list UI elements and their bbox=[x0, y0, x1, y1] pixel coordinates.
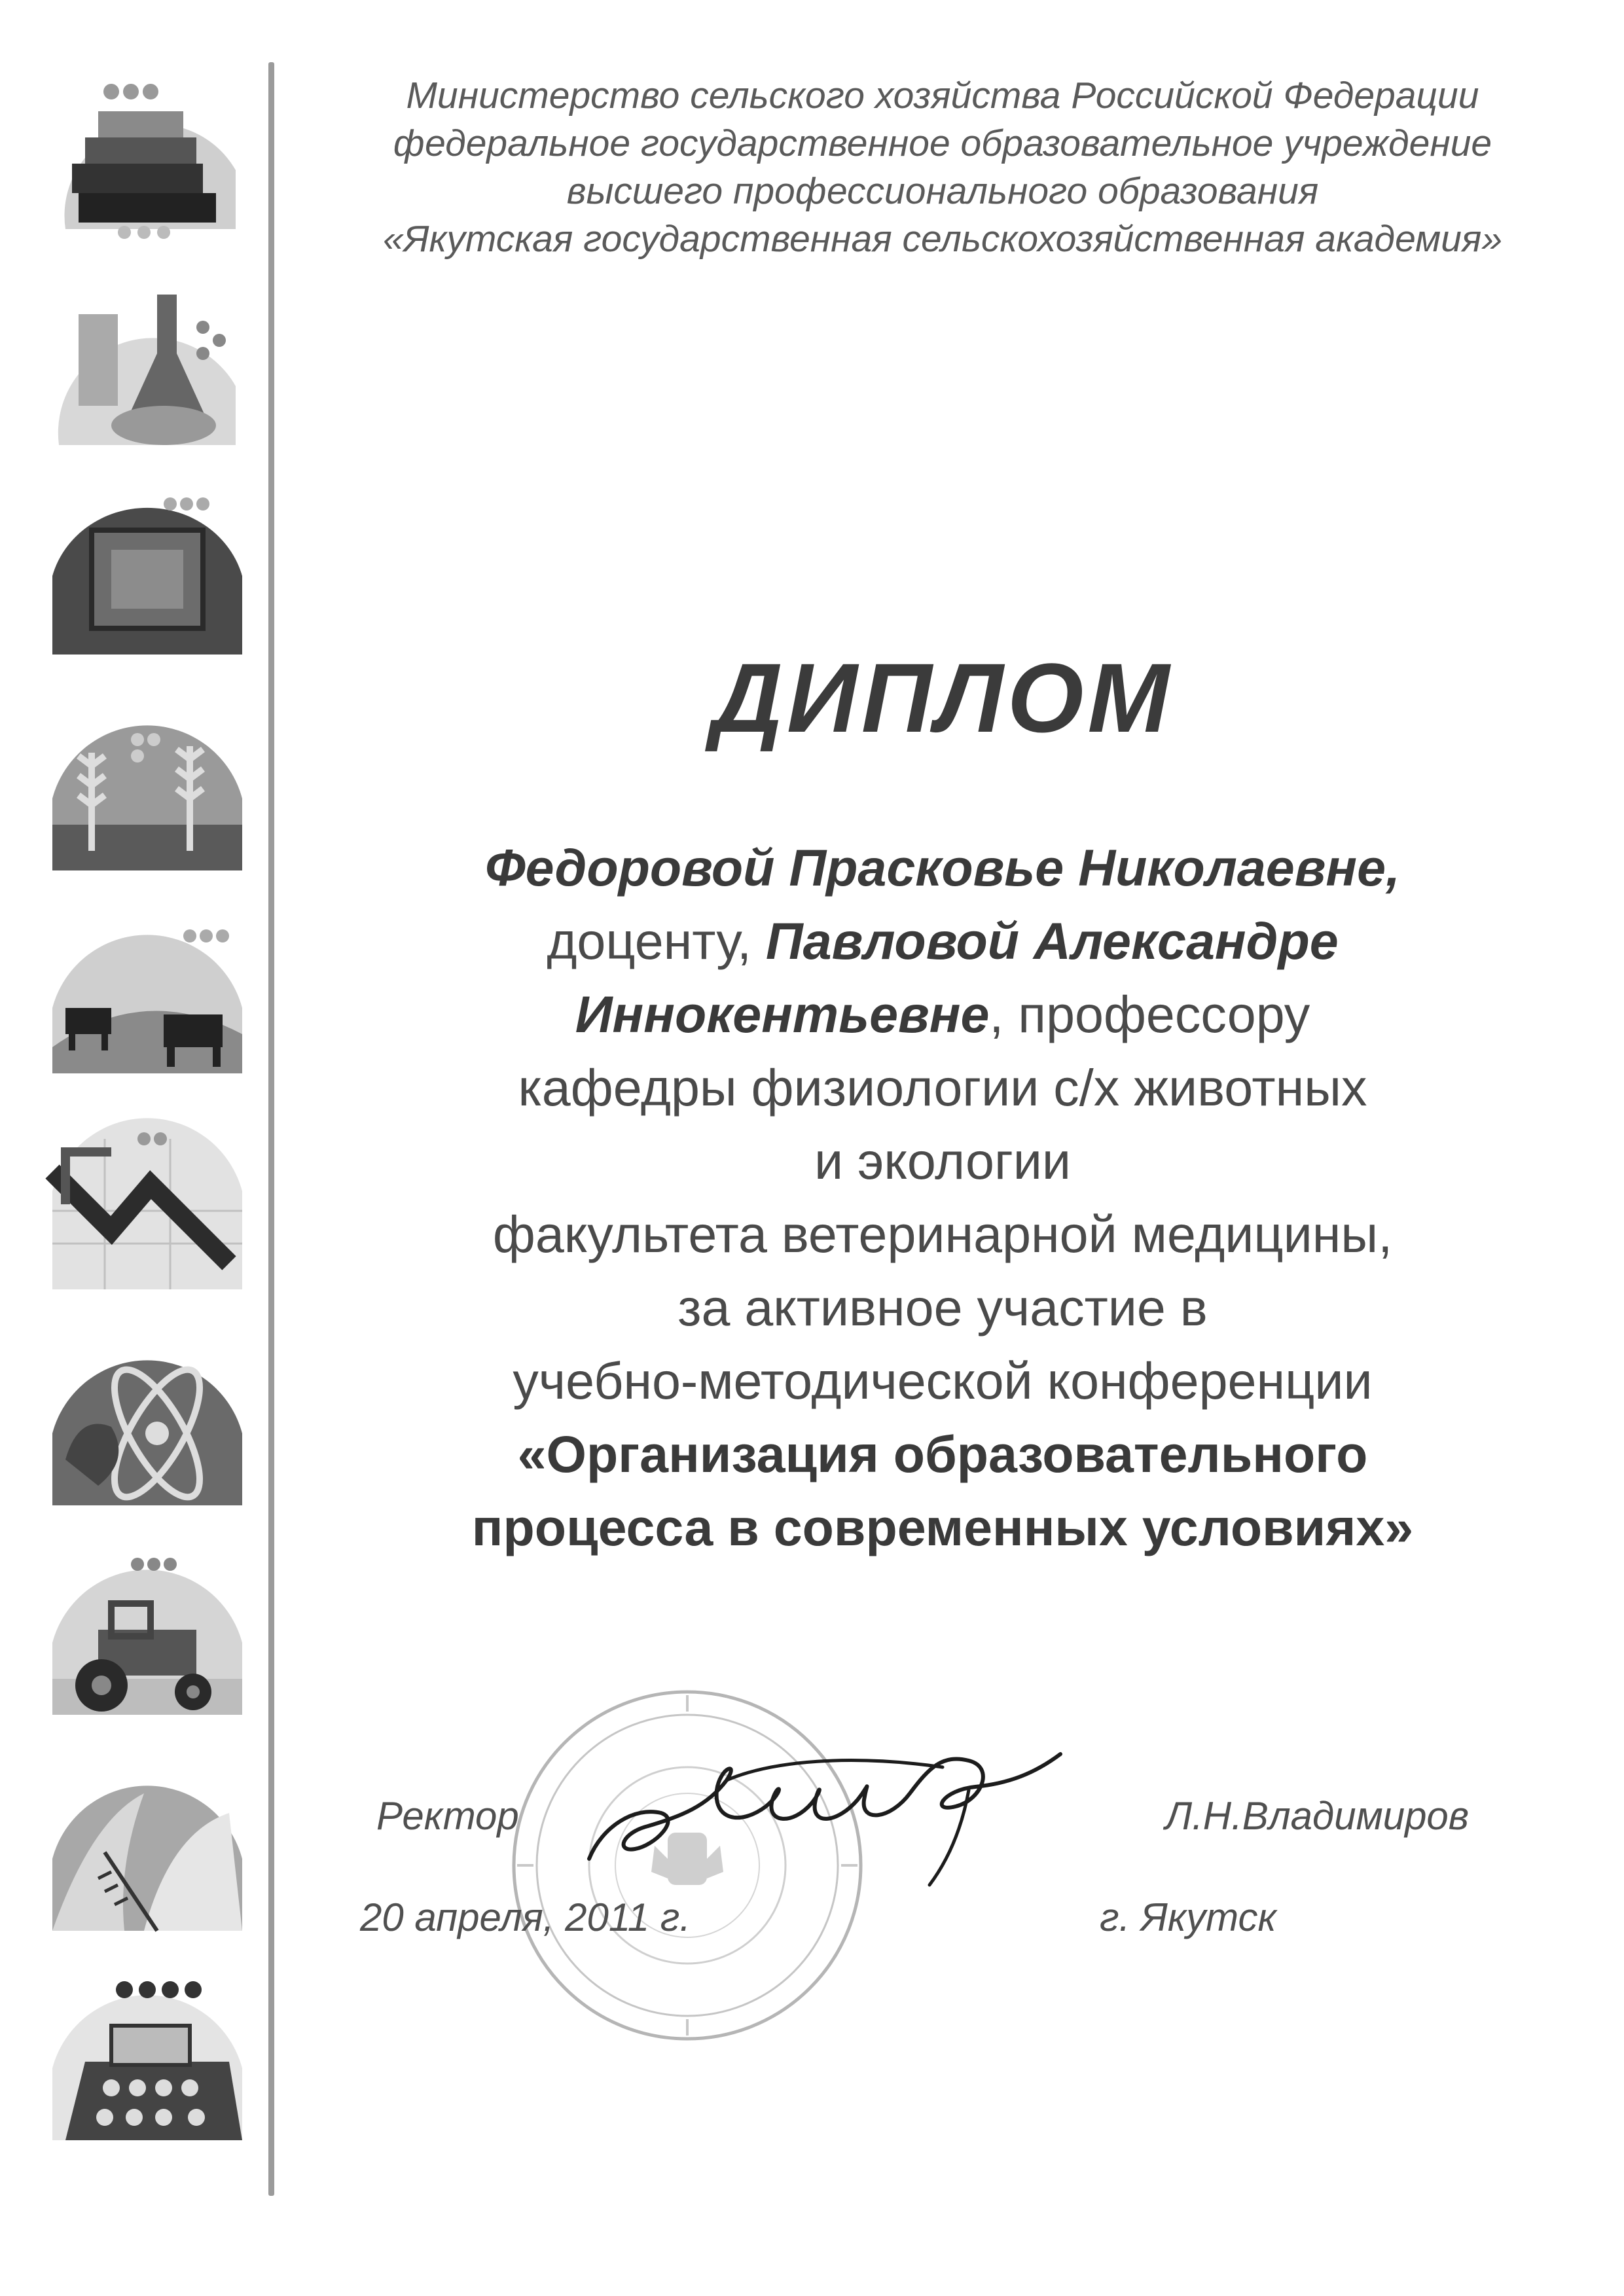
header-line-education-level: высшего профессионального образования bbox=[566, 170, 1319, 212]
calculator-icon bbox=[39, 1964, 249, 2147]
books-icon bbox=[39, 65, 249, 249]
recipient-line-2 bbox=[301, 905, 1584, 978]
recipient-position-2: , профессору bbox=[989, 985, 1310, 1043]
recipient-name-1: Федоровой Прасковье Николаевне, bbox=[484, 838, 1401, 897]
issuer-header bbox=[301, 72, 1584, 263]
vertical-divider bbox=[268, 62, 274, 2196]
wheat-icon bbox=[39, 694, 249, 877]
recipient-position-1: доценту, bbox=[547, 912, 751, 970]
reason-line-2: учебно-методической конференции bbox=[513, 1352, 1373, 1410]
diploma-body bbox=[301, 831, 1584, 1564]
conference-title-line-2: процесса в современных условиях» bbox=[471, 1498, 1414, 1556]
rector-label: Ректор bbox=[376, 1794, 519, 1838]
recipient-name-2-patronymic: Иннокентьевне bbox=[575, 985, 990, 1043]
department-line-2: и экологии bbox=[814, 1132, 1072, 1190]
reason-line-1: за активное участие в bbox=[677, 1278, 1208, 1336]
atom-icon bbox=[39, 1329, 249, 1512]
rector-signature bbox=[576, 1728, 1074, 1898]
conference-title-line-1: «Организация образовательного bbox=[517, 1425, 1368, 1483]
lab-flask-icon bbox=[39, 275, 249, 458]
issue-date: 20 апреля, 2011 г. bbox=[360, 1895, 691, 1939]
rector-name: Л.Н.Владимиров bbox=[1165, 1794, 1470, 1838]
recipient-line-3 bbox=[301, 978, 1584, 1051]
department-line-1: кафедры физиологии с/х животных bbox=[518, 1058, 1367, 1117]
issue-city: г. Якутск bbox=[1100, 1895, 1276, 1939]
growth-chart-icon bbox=[39, 1113, 249, 1296]
tractor-icon bbox=[39, 1538, 249, 1721]
header-line-ministry: Министерство сельского хозяйства Российской Федерации bbox=[406, 75, 1479, 117]
header-line-academy-name: «Якутская государственная сельскохозяйственная академия» bbox=[382, 218, 1503, 260]
header-line-institution-type: федеральное государственное образовательное учреждение bbox=[393, 122, 1492, 164]
field-icon bbox=[39, 1754, 249, 1937]
emblem-column bbox=[39, 65, 255, 2193]
recipient-name-2-first: Павловой Александре bbox=[765, 912, 1339, 970]
faculty-line: факультета ветеринарной медицины, bbox=[492, 1205, 1393, 1263]
diploma-title: ДИПЛОМ bbox=[712, 643, 1174, 753]
cattle-icon bbox=[39, 897, 249, 1080]
computer-monitor-icon bbox=[39, 478, 249, 661]
